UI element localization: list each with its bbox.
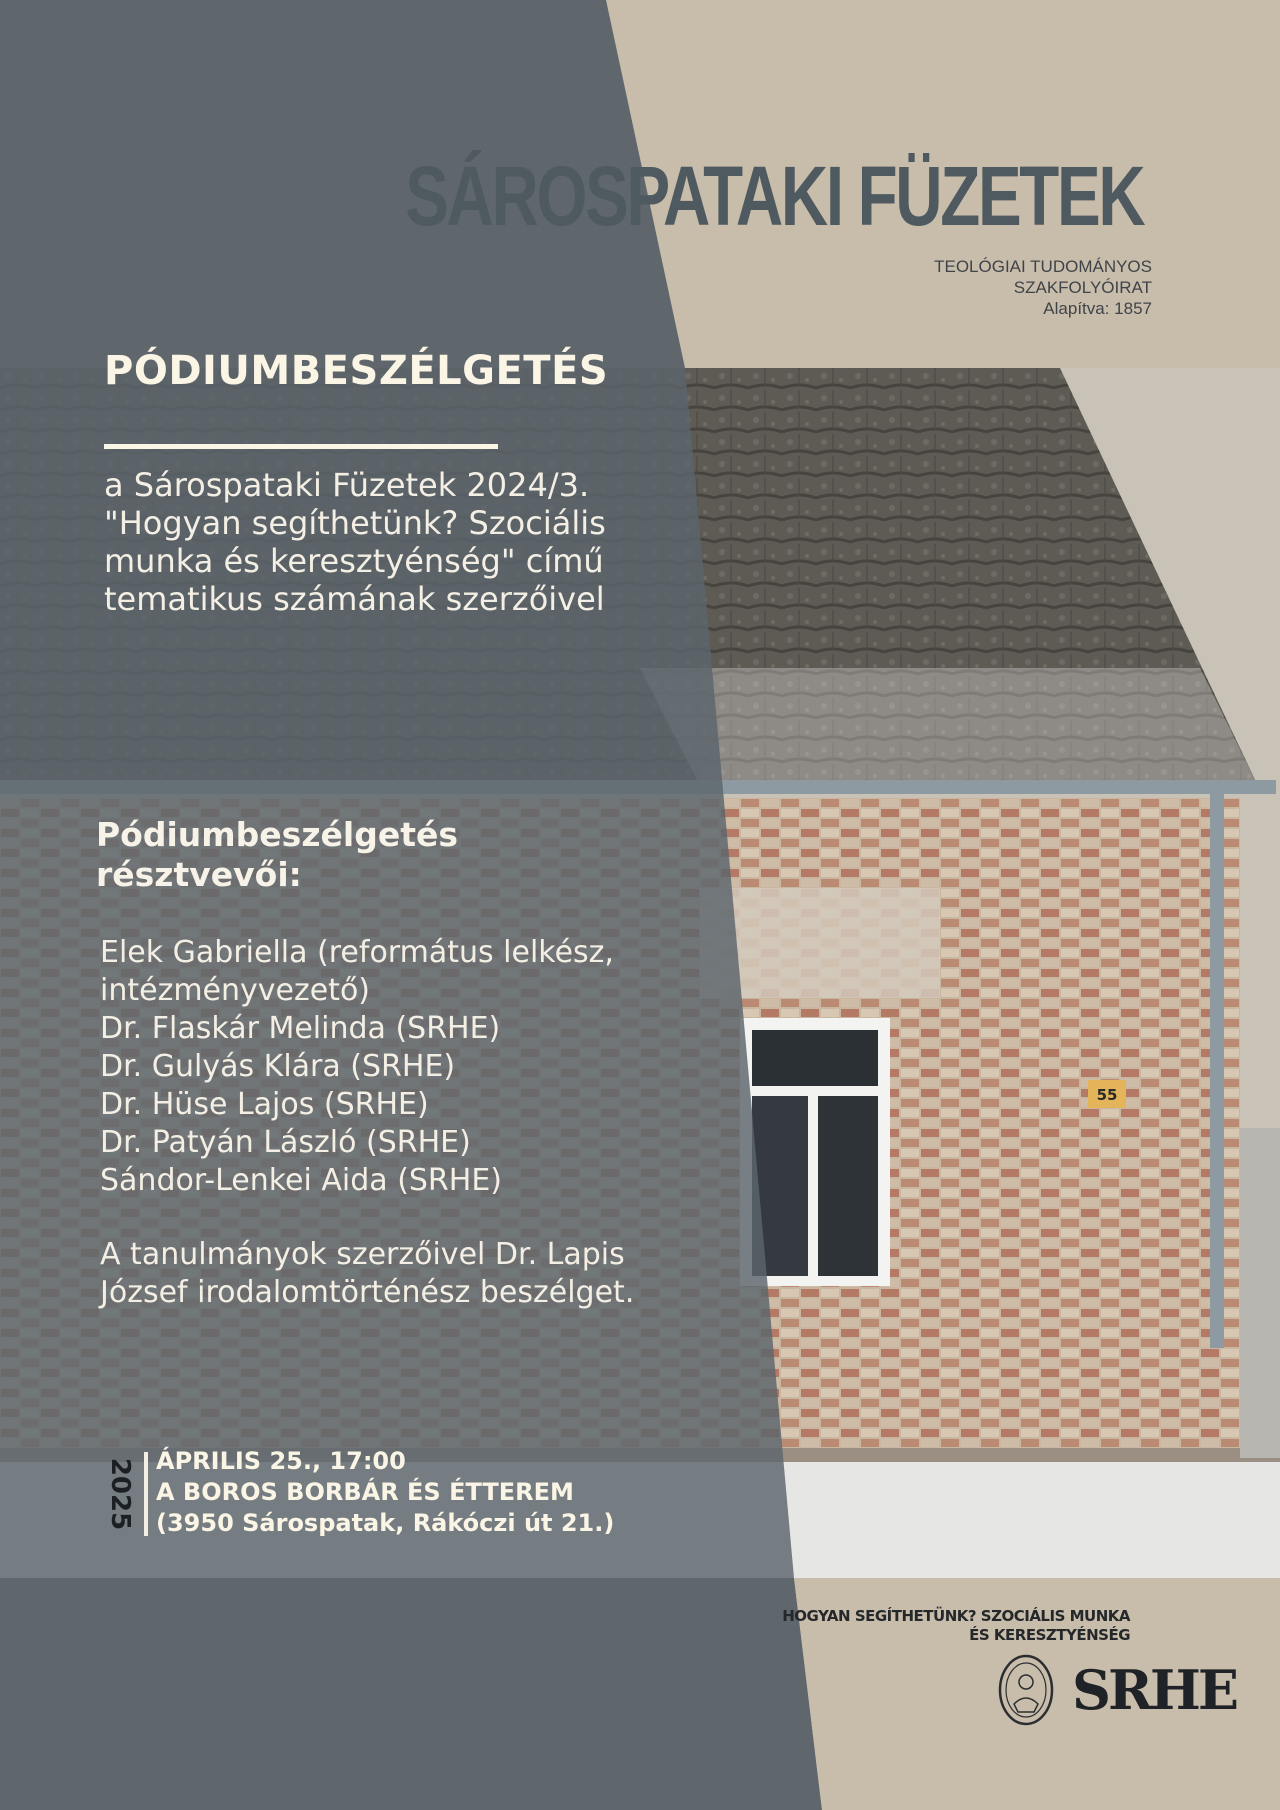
footer-theme-line1: HOGYAN SEGÍTHETÜNK? SZOCIÁLIS MUNKA (782, 1607, 1130, 1625)
footer-theme (782, 1607, 1130, 1645)
journal-subtitle-line1: TEOLÓGIAI TUDOMÁNYOS (934, 257, 1152, 276)
participants-heading-line1: Pódiumbeszélgetés (96, 815, 459, 854)
event-details (156, 1446, 614, 1539)
journal-title: SÁROSPATAKI FÜZETEK (404, 149, 1143, 243)
list-item: intézményvezető) (100, 973, 370, 1008)
journal-subtitle-line2: SZAKFOLYÓIRAT (1013, 278, 1152, 297)
list-item: Dr. Flaskár Melinda (SRHE) (100, 1011, 501, 1046)
moderator-note: A tanulmányok szerzőivel Dr. Lapis József irodalomtörténész beszélget. (100, 1237, 635, 1310)
event-address: (3950 Sárospatak, Rákóczi út 21.) (156, 1509, 615, 1537)
list-item: Elek Gabriella (református lelkész, (100, 935, 614, 970)
event-year-text: 2025 (105, 1457, 135, 1531)
intro-text: a Sárospataki Füzetek 2024/3. "Hogyan segíthetünk? Szociális munka és keresztyénség" című tematikus számának szerzőivel (104, 466, 606, 618)
participants-list (100, 934, 614, 1200)
university-seal-icon (998, 1654, 1054, 1726)
participants-heading-line2: résztvevői: (96, 855, 302, 894)
event-date-time: ÁPRILIS 25., 17:00 (156, 1447, 406, 1475)
event-year (96, 1450, 144, 1538)
event-venue: A BOROS BORBÁR ÉS ÉTTEREM (156, 1478, 574, 1506)
footer-theme-line2: ÉS KERESZTYÉNSÉG (969, 1626, 1130, 1644)
event-divider (144, 1452, 148, 1536)
list-item: Dr. Gulyás Klára (SRHE) (100, 1049, 456, 1084)
participants-heading (96, 815, 458, 895)
list-item: Dr. Patyán László (SRHE) (100, 1125, 471, 1160)
list-item: Sándor-Lenkei Aida (SRHE) (100, 1163, 502, 1198)
list-item: Dr. Hüse Lajos (SRHE) (100, 1087, 429, 1122)
page-title: PÓDIUMBESZÉLGETÉS (104, 348, 609, 394)
house-number: 55 (1096, 1086, 1118, 1104)
title-divider (104, 444, 498, 449)
journal-subtitle (934, 256, 1152, 319)
journal-founded: Alapítva: 1857 (1043, 299, 1152, 318)
srhe-logo: SRHE (1072, 1658, 1237, 1722)
